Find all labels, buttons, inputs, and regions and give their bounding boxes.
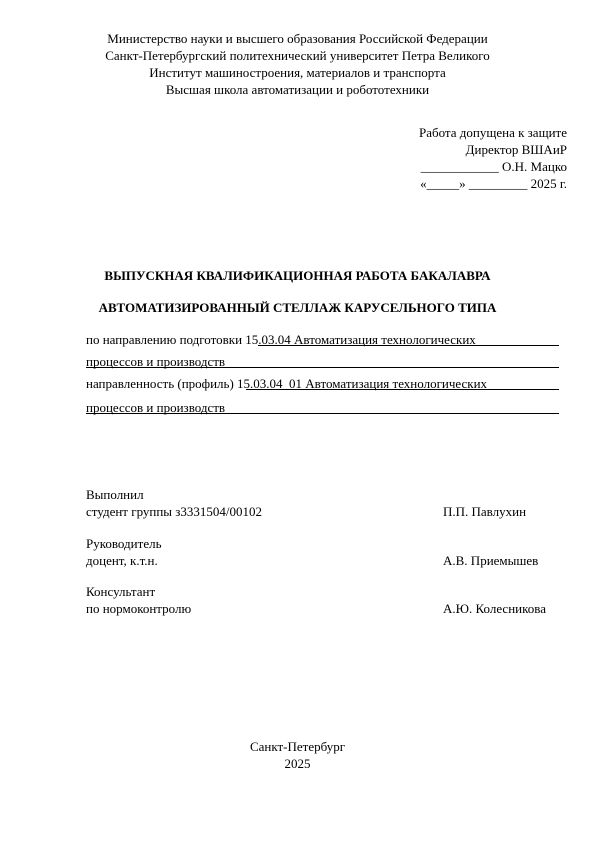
footer-city: Санкт-Петербург <box>249 739 346 754</box>
consultant-name: А.Ю. Колесникова <box>443 601 547 616</box>
signature-blank: ____________ <box>420 159 499 174</box>
direction-value: 15.03.04 Автоматизация технологических <box>245 332 476 347</box>
direction-underline-1 <box>258 345 559 346</box>
supervisor-name: А.В. Приемышев <box>443 553 539 568</box>
director-name: О.Н. Мацко <box>502 159 567 174</box>
date-open-quote: « <box>420 176 427 191</box>
profile-line-1 <box>86 375 487 393</box>
consultant-scope: по нормоконтролю <box>86 601 192 616</box>
institute-line: Институт машиностроения, материалов и транспорта <box>149 65 446 80</box>
consultant-role: Консультант <box>86 584 156 599</box>
student-group: студент группы з3331504/00102 <box>86 504 263 519</box>
profile-value: 15.03.04_01 Автоматизация технологических <box>237 376 488 391</box>
profile-underline-2 <box>86 413 559 414</box>
direction-line-2: процессов и производств <box>86 354 226 369</box>
date-month-blank: _________ <box>468 176 528 191</box>
profile-line-2: процессов и производств <box>86 400 226 415</box>
profile-label: направленность (профиль) <box>86 376 238 391</box>
direction-line-1 <box>86 331 476 349</box>
director-signature-line <box>421 158 567 176</box>
direction-underline-2 <box>86 367 559 368</box>
approval-line: Работа допущена к защите <box>418 125 567 140</box>
work-type-title: ВЫПУСКНАЯ КВАЛИФИКАЦИОННАЯ РАБОТА БАКАЛАВРА <box>104 268 491 283</box>
footer-year: 2025 <box>284 756 311 771</box>
supervisor-role: Руководитель <box>86 536 162 551</box>
ministry-line: Министерство науки и высшего образования Российской Федерации <box>107 31 488 46</box>
approval-year: 2025 г. <box>530 176 567 191</box>
university-line: Санкт-Петербургский политехнический университет Петра Великого <box>105 48 490 63</box>
supervisor-degree: доцент, к.т.н. <box>86 553 158 568</box>
date-day-blank: _____ <box>426 176 460 191</box>
student-role: Выполнил <box>86 487 144 502</box>
date-close-quote: » <box>459 176 466 191</box>
topic-title: АВТОМАТИЗИРОВАННЫЙ СТЕЛЛАЖ КАРУСЕЛЬНОГО ТИПА <box>98 300 497 315</box>
direction-label: по направлению подготовки <box>86 332 246 347</box>
profile-underline-1 <box>246 389 559 390</box>
student-name: П.П. Павлухин <box>443 504 527 519</box>
school-line: Высшая школа автоматизации и робототехники <box>165 82 430 97</box>
approval-date <box>420 175 567 193</box>
director-title: Директор ВШАиР <box>465 142 567 157</box>
